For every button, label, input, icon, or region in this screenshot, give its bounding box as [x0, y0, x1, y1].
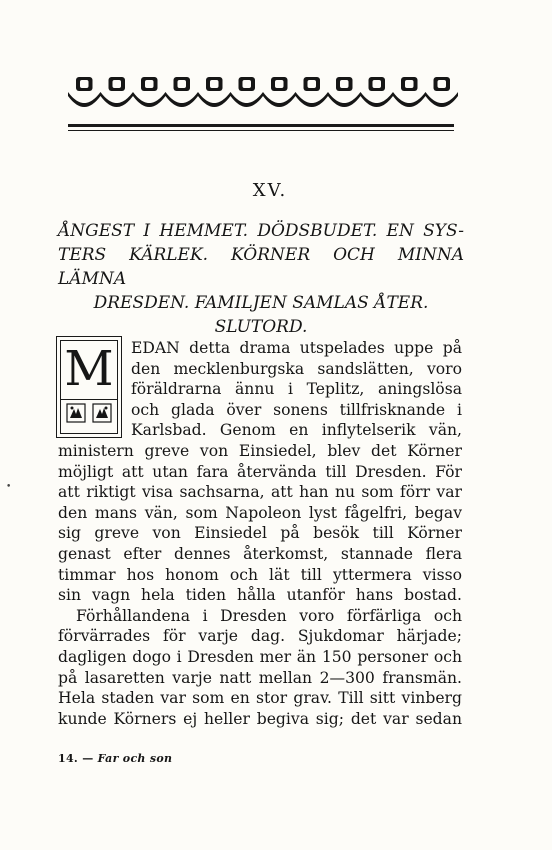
chapter-title-line: ÅNGEST I HEMMET. DÖDSBUDET. EN SYS- [58, 221, 464, 241]
ornament-motif-icon [198, 77, 231, 107]
ornament-motif-icon [166, 77, 199, 107]
margin-mark: • [6, 482, 12, 492]
ornament-motif-icon [393, 77, 426, 107]
text-line: den mecklenburgska sandslätten, voro [131, 359, 462, 378]
text-line: kunde Körners ej heller begiva sig; det var sedan [58, 709, 462, 728]
ornament-motif-icon [263, 77, 296, 107]
page-footer [58, 752, 172, 765]
ornament-motif-icon [68, 77, 101, 107]
footer-dash: — [82, 752, 94, 765]
text-line: den mans vän, som Napoleon lyst fågelfri, begav [58, 503, 462, 522]
text-line: Förhållandena i Dresden voro förfärliga och [76, 606, 462, 625]
ornament-motif-icon [133, 77, 166, 107]
ornament-motif-icon [231, 77, 264, 107]
text-line: genast efter dennes återkomst, stannade flera [58, 544, 462, 563]
text-line: förvärrades för varje dag. Sjukdomar härjade; [58, 627, 462, 646]
chapter-title-line: TERS KÄRLEK. KÖRNER OCH MINNA LÄMNA [58, 245, 464, 289]
text-line: att riktigt visa sachsarna, att han nu som förr var [58, 483, 462, 502]
text-line: möjligt att utan fara återvända till Dresden. För [58, 462, 462, 481]
ornament-motif-icon [361, 77, 394, 107]
ornament-motif-icon [328, 77, 361, 107]
text-line: Karlsbad. Genom en inflytelserik vän, [131, 421, 462, 440]
text-line: på lasaretten varje natt mellan 2—300 fransmän. [58, 668, 462, 687]
text-line: Hela staden var som en stor grav. Till sitt vinberg [58, 689, 462, 708]
text-line: sin vagn hela tiden hålla utanför hans bostad. [58, 586, 462, 605]
text-line: timmar hos honom och lät till yttermera visso [58, 565, 462, 584]
chapter-number: XV. [252, 180, 288, 201]
book-title: Far och son [97, 752, 173, 765]
signature-mark: 14. [58, 752, 79, 765]
text-line: föräldrarna ännu i Teplitz, aningslösa [131, 380, 462, 399]
body-text [58, 338, 462, 729]
header-rule-thin [68, 130, 454, 131]
drop-cap-letter: M [64, 341, 114, 397]
text-line: dagligen dogo i Dresden mer än 150 personer och [58, 647, 462, 666]
chapter-title-line: DRESDEN. FAMILJEN SAMLAS ÅTER. [93, 293, 429, 313]
header-rule-thick [68, 124, 454, 127]
chapter-title-line: SLUTORD. [214, 317, 308, 337]
ornament-motif-icon [426, 77, 459, 107]
ornament-motif-icon [296, 77, 329, 107]
text-line: EDAN detta drama utspelades uppe på [131, 339, 462, 357]
ornament-motif-icon [101, 77, 134, 107]
header-ornament [68, 74, 458, 114]
text-line: sig greve von Einsiedel på besök till Körner [58, 524, 462, 543]
chapter-title [58, 219, 464, 339]
text-line: ministern greve von Einsiedel, blev det Körner [58, 441, 462, 460]
text-line: och glada över sonens tillfrisknande i [131, 400, 462, 419]
